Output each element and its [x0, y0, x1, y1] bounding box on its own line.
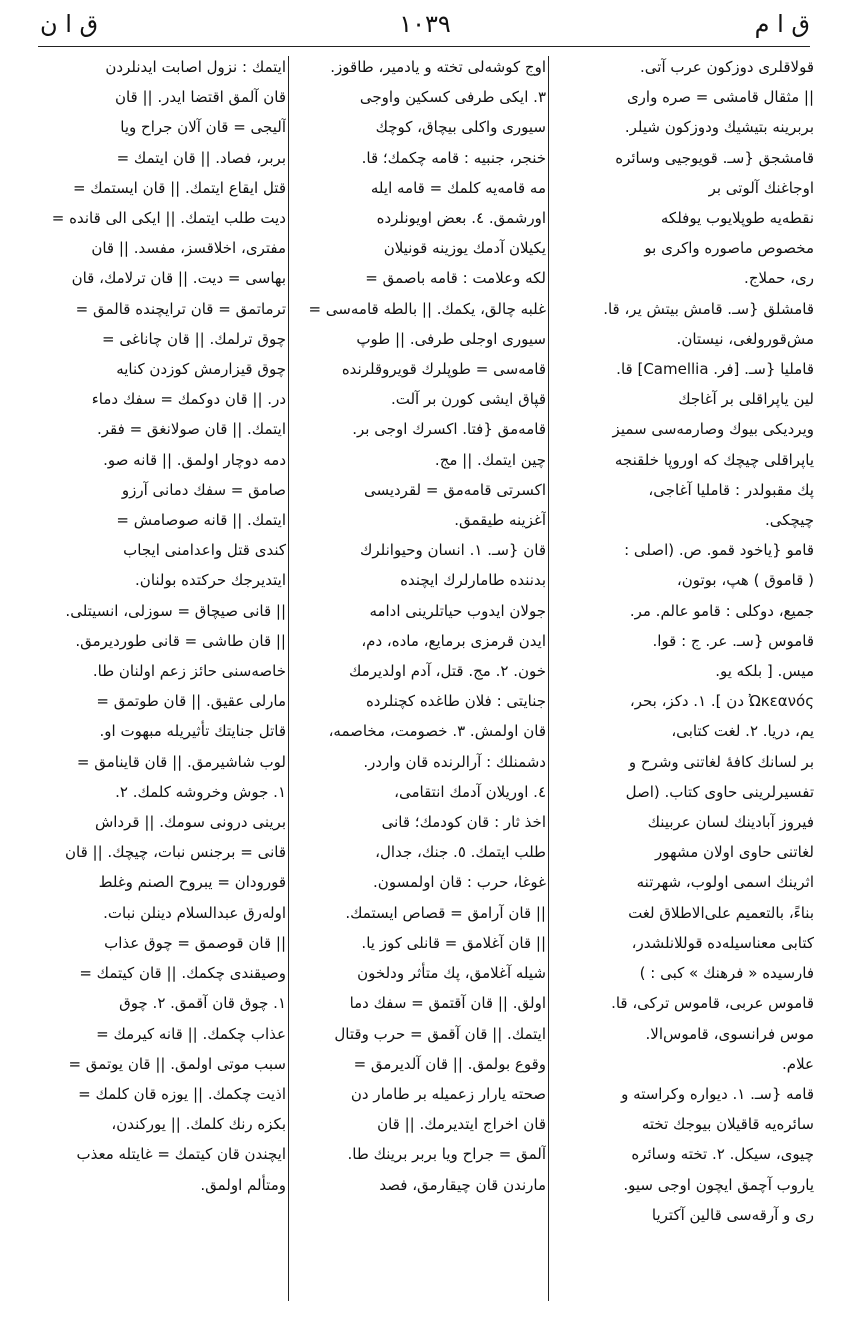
- text-line: اكسرتی قامه‌مق = لقردیسی: [363, 480, 546, 499]
- text-line: غوغا، حرب : قان اولمسون.: [373, 873, 546, 892]
- text-line: علام.: [782, 1054, 814, 1073]
- text-line: اوجاغنك آلوتی بر: [708, 178, 814, 197]
- text-line: ایتمك : نزول اصابت ایدنلردن: [105, 58, 286, 76]
- text-line: چوق ترلمك. || قان چاناغی =: [102, 329, 286, 348]
- text-line: اوج كوشه‌لی تخته و یادمیر، طاقوز.: [330, 58, 546, 76]
- text-line: میس. [ بلكه یو.: [715, 662, 814, 681]
- middle-column: [290, 52, 546, 1303]
- text-line: وقوع بولمق. || قان آلدیرمق =: [353, 1054, 546, 1073]
- text-line: فارسیده « فرهنك » كبی : ): [639, 964, 814, 983]
- right-column: [552, 52, 814, 1303]
- text-line: اولق. || قان آقتمق = سفك دما: [349, 994, 546, 1013]
- text-line: قان اولمش. ٣. خصومت، مخاصمه،: [328, 722, 546, 741]
- text-line: مخصوص ماصوره واکری بو: [644, 239, 814, 258]
- text-line: ایدن قرمزی برمایع، ماده، دم،: [361, 631, 546, 650]
- text-line: بربرینه بتیشیك ودوزكون شیلر.: [624, 118, 814, 137]
- text-line: قان {سـ. ١. انسان وحیوانلرك: [360, 541, 546, 560]
- text-line: اورشمق. ٤. بعض اویونلرده: [376, 209, 546, 228]
- text-line: ری، حملاج.: [744, 269, 814, 288]
- text-line: قان آلمق اقتضا ایدر. || قان: [114, 88, 286, 107]
- text-line: لكه وعلامت : قامه باصمق =: [365, 269, 546, 288]
- text-line: موس فرانسوی، قاموس‌الا.: [645, 1024, 814, 1043]
- text-line: قاموس {سـ. عر. ج : قوا.: [652, 631, 814, 650]
- text-line: خاصه‌سنی حائز زعم اولنان طا.: [92, 662, 286, 681]
- page-header: [30, 6, 820, 42]
- text-line: || قانی صیچاق = سوزلی، انسیتلی.: [65, 601, 286, 620]
- text-line: قاتل جنایتك تأثیریله مبهوت او.: [99, 722, 286, 741]
- text-line: اخذ ثار : قان كودمك؛ قانی: [381, 813, 546, 832]
- text-line: بربر، فصاد. || قان ایتمك =: [116, 148, 286, 167]
- text-line: || قان آغلامق = قانلی كوز یا.: [361, 933, 546, 952]
- text-line: اذیت چكمك. || یوزه قان كلمك =: [78, 1084, 286, 1103]
- text-line: قولاقلری دوزکون عرب آتی.: [640, 58, 814, 76]
- text-line: دشمنلك : آرالرنده قان واردر.: [363, 752, 546, 771]
- text-line: قامشجق {سـ. قویوجیی وسائره: [615, 148, 814, 167]
- text-line: ایتمك. || قان آقمق = حرب وقتال: [334, 1024, 546, 1043]
- text-line: صامق = سفك دمانی آرزو: [121, 480, 286, 499]
- text-line: بكزه رنك كلمك. || یوركندن،: [111, 1115, 286, 1134]
- text-line: جولان ایدوب حیاتلرینی ادامه: [369, 601, 546, 620]
- text-line: چوق قیزارمش كوزدن كنایه: [116, 360, 286, 379]
- text-line: ١. چوق قان آقمق. ٢. چوق: [119, 994, 286, 1013]
- text-line: آلیجی = قان آلان جراح ویا: [120, 118, 286, 137]
- text-line: پك مقبولدر : قاملیا آغاجی،: [648, 480, 814, 499]
- text-line: قپاق ایشی كورن بر آلت.: [390, 390, 546, 409]
- text-line: سبب موتی اولمق. || قان یوتمق =: [68, 1054, 286, 1073]
- text-line: سائره‌یه قاقیلان بیوجك تخته: [641, 1115, 814, 1134]
- text-line: لین یاپراقلی بر آغاجك: [678, 390, 814, 409]
- text-line: سیوری واكلی بیچاق، كوچك: [375, 118, 546, 137]
- text-line: شیله آغلامق، پك متأثر ودلخون: [357, 964, 546, 983]
- text-line: وصیقندی چكمك. || قان كیتمك =: [79, 964, 286, 983]
- text-line: ایتمك. || قان صولانغق = فقر.: [97, 420, 286, 439]
- text-line: در. || قان دوكمك = سفك دماء: [91, 390, 286, 409]
- text-line: || قان طاشی = قانی طوردیرمق.: [75, 631, 286, 650]
- text-line: آلمق = جراح ویا بربر برینك طا.: [347, 1145, 546, 1164]
- text-line: قورودان = یبروح الصنم وغلط: [98, 873, 286, 892]
- text-line: یاروب آچمق ایچون اوجی سیو.: [623, 1175, 814, 1194]
- text-line: قامه‌سی = طوپلرك قویروقلرنده: [341, 360, 546, 379]
- text-line: ری و آرقه‌سی قالین آكتریا: [651, 1205, 814, 1224]
- text-line: چیچكی.: [764, 511, 814, 530]
- text-line: مه قامه‌یه كلمك = قامه ایله: [370, 178, 546, 197]
- text-line: طلب ایتمك. ٥. جنك، جدال،: [375, 843, 546, 862]
- text-line: مش‌قورولغی، نیستان.: [676, 329, 814, 348]
- text-line: || مثقال قامشی = صره واری: [626, 88, 814, 107]
- text-line: قامه‌مق {فتا. اكسرك اوجی بر.: [352, 420, 546, 439]
- text-line: كندی قتل واعدامنی ایجاب: [123, 541, 286, 560]
- left-column: [36, 52, 286, 1303]
- text-line: یكیلان آدمك یوزینه قونیلان: [383, 239, 546, 258]
- text-line: بهاسی = دیت. || قان ترلامك، قان: [71, 269, 286, 288]
- text-line: ایچندن قان كیتمك = غایتله معذب: [76, 1145, 286, 1164]
- text-line: ترماتمق = قان ترایچنده قالمق =: [75, 299, 286, 318]
- text-line: بر لسانك كافهٔ لغاتنی وشرح و: [628, 752, 814, 771]
- text-line: اثرینك اسمی اولوب، شهرتنه: [636, 873, 814, 892]
- column-divider: [548, 56, 549, 1301]
- text-line: جمیع، دوكلی : قامو عالم. مر.: [629, 601, 814, 620]
- text-line: بدننده طامارلرك ایچنده: [400, 571, 546, 590]
- text-line: مفتری، اخلاقسز، مفسد. || قان: [91, 239, 286, 258]
- text-line: یم، دریا. ٢. لغت كتابی،: [671, 722, 814, 741]
- text-line: ومتألم اولمق.: [200, 1175, 286, 1194]
- text-line: سیوری اوجلی طرفی. || طوپ: [356, 329, 546, 348]
- text-line: كتابی معناسیله‌ده قوللانلشدر،: [631, 933, 814, 952]
- running-head-right: ق ا م: [754, 10, 810, 38]
- text-line: || قان قوصمق = چوق عذاب: [104, 933, 286, 952]
- text-line: ١. جوش وخروشه كلمك. ٢.: [115, 782, 286, 801]
- text-line: قامشلق {سـ. قامش بیتش یر، قا.: [603, 299, 814, 318]
- text-line: فیروز آبادینك لسان عربینك: [647, 813, 814, 832]
- text-line: قامو {یاخود قمو. ص. (اصلی :: [624, 541, 814, 560]
- text-line: ایتدیرجك حركتده بولنان.: [135, 571, 286, 590]
- text-line: قاملیا {سـ. [فر. Camellia] قا.: [616, 360, 814, 379]
- header-rule: [38, 46, 810, 47]
- text-line: دیت طلب ایتمك. || ایكی الی قانده =: [51, 209, 286, 228]
- text-line: جنایتی : فلان طاغده كچنلرده: [365, 692, 546, 711]
- text-line: غلبه چالق، یكمك. || بالطه قامه‌سی =: [308, 299, 546, 318]
- text-line: لغاتنی حاوی اولان مشهور: [654, 843, 814, 862]
- text-line: ( قاموق ) هپ، بوتون،: [676, 571, 814, 590]
- text-line: قتل ایقاع ایتمك. || قان ایستمك =: [72, 178, 286, 197]
- text-line: عذاب چكمك. || قانه كیرمك =: [96, 1024, 286, 1043]
- text-line: قاموس عربی، قاموس تركی، قا.: [611, 994, 814, 1013]
- text-line: نقطه‌یه طوپلایوب یوفلکه: [660, 209, 814, 228]
- text-line: مارلی عقیق. || قان طوتمق =: [96, 692, 286, 711]
- text-line: چین ایتمك. || مج.: [434, 450, 546, 469]
- text-line: برینی درونی سومك. || قرداش: [94, 813, 286, 832]
- text-line: آغزینه طیقمق.: [454, 511, 546, 530]
- text-line: قان اخراج ایتدیرمك. || قان: [377, 1115, 546, 1134]
- text-line: لوب شاشیرمق. || قان قاینامق =: [76, 752, 286, 771]
- running-head-left: ق ا ن: [40, 10, 99, 38]
- text-line: قانی = برجنس نبات، چیچك. || قان: [65, 843, 286, 862]
- text-line: || قان آرامق = قصاص ایستمك.: [345, 903, 546, 922]
- text-line: تفسیرلرینی حاوی كتاب. (اصل: [625, 782, 814, 801]
- text-line: قامه {سـ. ١. دیواره وكراسته و: [621, 1084, 814, 1103]
- text-line: اوله‌رق عبدالسلام دینلن نبات.: [103, 903, 286, 922]
- text-line: بناءً، بالتعمیم علی‌الاطلاق لغت: [628, 903, 814, 922]
- text-line: مارندن قان چیقارمق، فصد: [379, 1175, 546, 1194]
- text-line: خنجر، جنبیه : قامه چكمك؛ قا.: [361, 148, 546, 167]
- page-number: ١٠٣٩: [399, 10, 451, 38]
- text-line: ایتمك. || قانه صوصامش =: [116, 511, 286, 530]
- text-line: ٣. ایكی طرفی كسكین واوجی: [359, 88, 546, 107]
- text-line: ویردیكی بیوك وصارمه‌سی سمیز: [612, 420, 814, 439]
- text-line: صحته یارار زعمیله بر طامار دن: [350, 1084, 546, 1103]
- text-line: دمه دوچار اولمق. || قانه صو.: [103, 450, 286, 469]
- text-line: ٤. اوریلان آدمك انتقامی،: [394, 782, 546, 801]
- text-line: Ὠκεανός دن ]. ١. دكز، بحر،: [629, 692, 814, 711]
- text-line: چیوی، سیكل. ٢. تخته وسائره: [631, 1145, 814, 1164]
- text-line: یاپراقلی چیچك كه اوروپا خلقنجه: [614, 450, 814, 469]
- column-divider: [288, 56, 289, 1301]
- text-line: خون. ٢. مج. قتل، آدم اولدیرمك: [349, 662, 546, 681]
